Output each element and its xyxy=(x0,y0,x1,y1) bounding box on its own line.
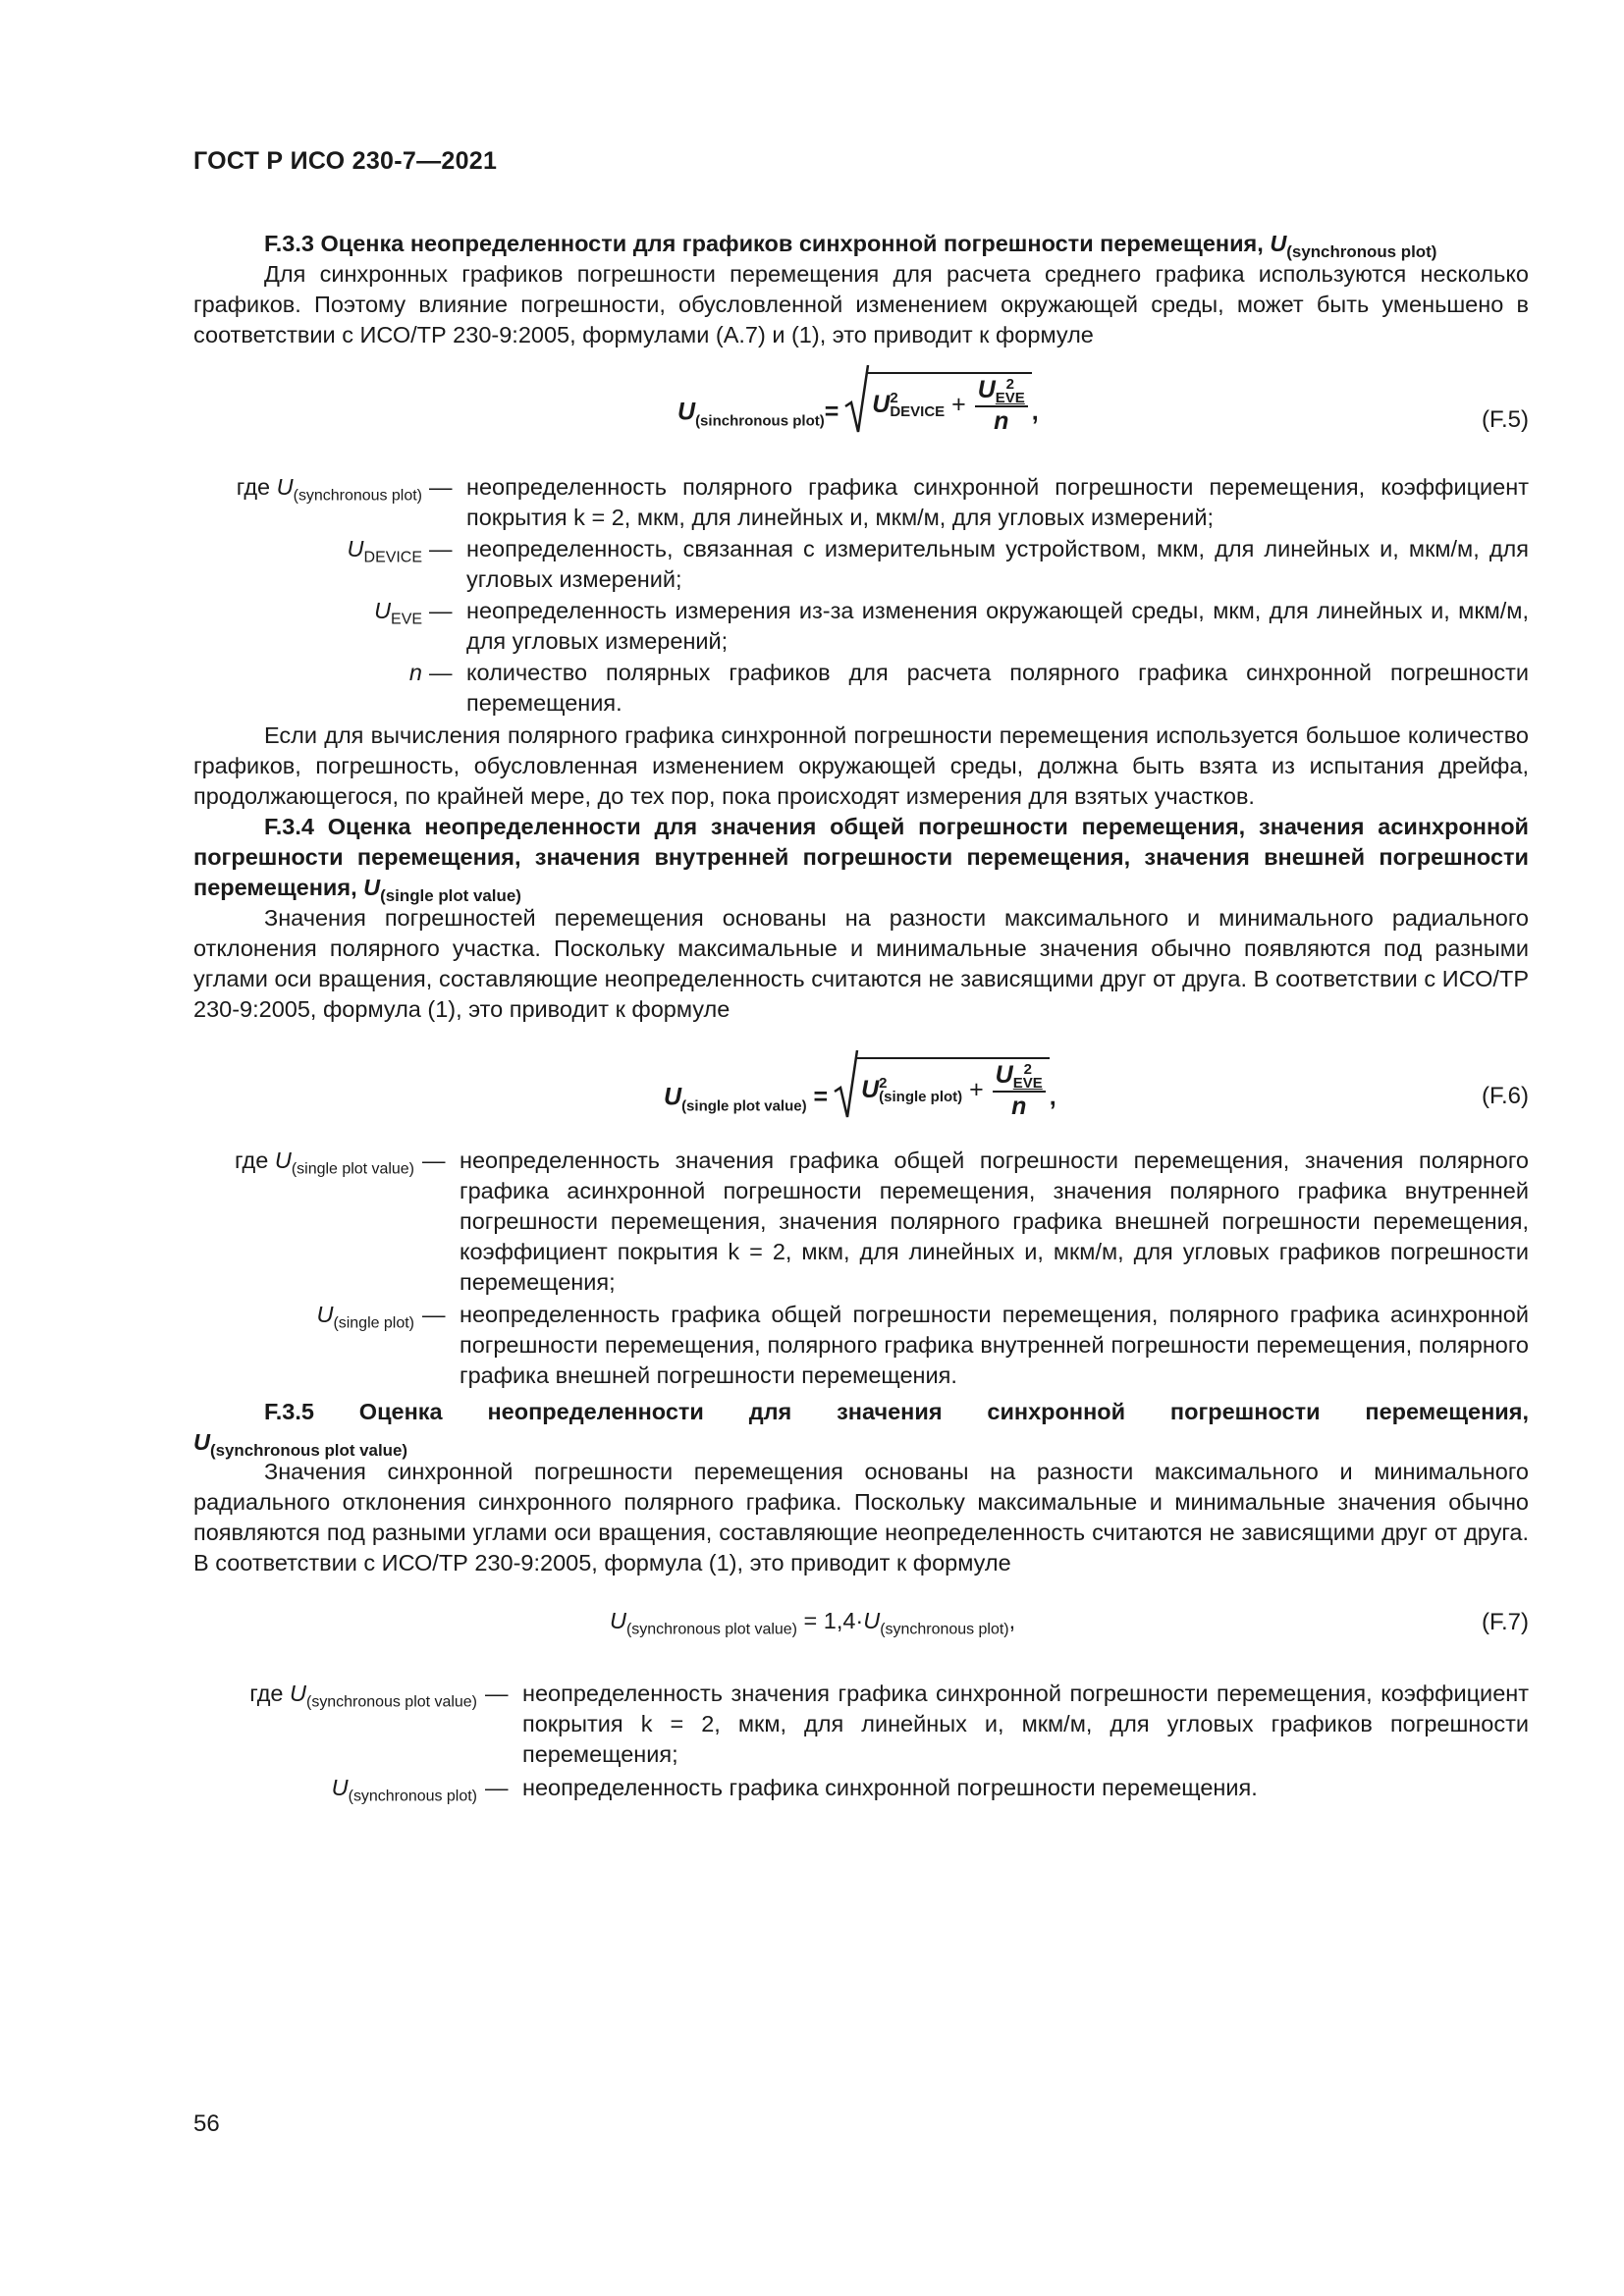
eq-rhs-subscript: (synchronous plot) xyxy=(880,1621,1009,1638)
definition-text: неопределенность графика общей погрешности перемещения, полярного графика асинхронной погрешности перемещения, полярного графика внутренней погрешности перемещения, полярного графика внешней погрешности перемещения. xyxy=(460,1302,1529,1388)
eq-rhs-symbol: U xyxy=(863,1608,881,1633)
definition-text: неопределенность графика синхронной погрешности перемещения. xyxy=(522,1775,1258,1800)
definition-dash: — xyxy=(422,1302,446,1327)
definition-row xyxy=(0,472,1624,533)
definition-dash: — xyxy=(429,660,453,685)
eq-num-sup: 2 xyxy=(1005,375,1014,393)
eq-lhs-subscript: (synchronous plot value) xyxy=(625,1621,797,1638)
paragraph-f33: Для синхронных графиков погрешности перемещения для расчета среднего графика используются несколько графиков. Поэтому влияние погрешности, обусловленной изменением окружающей среды, может быть уменьшено в соответствии с ИСО/ТР 230-9:2005, формулами (А.7) и (1), это приводит к формуле xyxy=(193,261,1529,347)
definition-row xyxy=(0,1300,1624,1391)
heading-text: F.3.4 Оценка неопределенности для значения общей погрешности перемещения, значения асинхронной погрешности перемещения, значения внутренней погрешности перемещения, значения внешней погрешности перемещения, xyxy=(193,814,1529,900)
eq-term1-symbol: U xyxy=(861,1076,880,1103)
eq-term1-sup: 2 xyxy=(890,390,898,407)
symbol-subscript: EVE xyxy=(391,611,422,628)
heading-symbol: U xyxy=(1270,231,1287,256)
definition-symbol xyxy=(235,1146,414,1185)
heading-subscript: (synchronous plot) xyxy=(1286,241,1437,261)
section-heading-f35 xyxy=(193,1397,1529,1427)
symbol-subscript: (single plot) xyxy=(333,1314,414,1332)
symbol: U xyxy=(276,474,294,500)
definition-text: неопределенность, связанная с измерительным устройством, мкм, для линейных и, мкм/м, для угловых измерений; xyxy=(466,536,1529,592)
definition-symbol xyxy=(409,658,422,688)
document-header: ГОСТ Р ИСО 230-7—2021 xyxy=(193,147,498,175)
equation-f6 xyxy=(664,1060,1056,1121)
heading-subscript: (single plot value) xyxy=(380,885,521,905)
symbol-subscript: (single plot value) xyxy=(291,1160,414,1178)
definition-symbol xyxy=(249,1679,477,1718)
eq-num-sub: EVE xyxy=(995,389,1025,406)
definition-text: неопределенность значения графика общей погрешности перемещения, значения полярного графика асинхронной погрешности перемещения, значения полярного графика внутренней погрешности перемещения, значения полярного графика внешней погрешности перемещения, коэффициент покрытия k = 2, мкм, для линейных и, мкм/м, для угловых графиков погрешности перемещения; xyxy=(460,1148,1529,1295)
square-root xyxy=(835,1060,1050,1121)
radical-sign xyxy=(833,1048,860,1123)
definition-text: количество полярных графиков для расчета полярного графика синхронной погрешности перемещения. xyxy=(466,660,1529,716)
equation-tag-f6: (F.6) xyxy=(1482,1083,1529,1109)
radical-sign xyxy=(843,363,871,438)
eq-term1-sub: DEVICE xyxy=(890,403,946,421)
symbol: U xyxy=(274,1148,292,1173)
symbol-subscript: (synchronous plot value) xyxy=(306,1693,477,1711)
eq-lhs-symbol: U xyxy=(610,1608,626,1633)
equation-tag-f5: (F.5) xyxy=(1482,406,1529,433)
eq-comma: , xyxy=(1008,1608,1016,1633)
where-word: где xyxy=(236,474,271,500)
definition-row xyxy=(0,1146,1624,1299)
symbol: U xyxy=(331,1775,349,1800)
definition-row xyxy=(0,1679,1624,1771)
eq-plus: + xyxy=(951,391,966,418)
definition-dash: — xyxy=(429,536,453,561)
heading-text: F.3.5 Оценка неопределенности для значения синхронной погрешности перемещения, xyxy=(264,1399,1529,1424)
symbol-subscript: (synchronous plot) xyxy=(293,487,422,505)
heading-text: F.3.3 Оценка неопределенности для графиков синхронной погрешности перемещения, xyxy=(264,231,1264,256)
eq-term1-sub: (single plot) xyxy=(879,1089,963,1106)
eq-denominator: n xyxy=(994,406,1009,435)
eq-num-sub: EVE xyxy=(1012,1074,1043,1092)
eq-rhs-coefficient: = 1,4· xyxy=(796,1608,864,1633)
symbol: U xyxy=(316,1302,334,1327)
definition-dash: — xyxy=(485,1681,509,1706)
page-number: 56 xyxy=(193,2110,220,2137)
definition-text: неопределенность полярного графика синхронной погрешности перемещения, коэффициент покрытия k = 2, мкм, для линейных и, мкм/м, для угловых измерений; xyxy=(466,474,1529,530)
section-heading-f34 xyxy=(193,812,1529,911)
paragraph-f33-note: Если для вычисления полярного графика синхронной погрешности перемещения используется большое количество графиков, погрешность, обусловленная изменением окружающей среды, должна быть взята из испытания дрейфа, продолжающегося, по крайней мере, до тех пор, пока происходят измерения для взятых участков. xyxy=(193,722,1529,809)
heading-subscript: (synchronous plot value) xyxy=(209,1440,408,1460)
eq-comma: , xyxy=(1031,398,1039,426)
eq-fraction xyxy=(975,376,1028,435)
definition-row xyxy=(0,658,1624,719)
paragraph-f34: Значения погрешностей перемещения основаны на разности максимального и минимального радиального отклонения полярного участка. Поскольку максимальные и минимальные значения обычно появляются под разными углами оси вращения, составляющие неопределенность считаются не зависящими друг от друга. В соответствии с ИСО/ТР 230-9:2005, формула (1), это приводит к формуле xyxy=(193,905,1529,1022)
where-word: где xyxy=(249,1681,284,1706)
eq-term1-symbol: U xyxy=(872,391,891,418)
eq-denominator: n xyxy=(1011,1092,1027,1120)
definition-dash: — xyxy=(429,598,453,623)
definition-symbol xyxy=(316,1300,414,1339)
eq-fraction xyxy=(993,1061,1046,1120)
equation-f7 xyxy=(610,1608,1015,1639)
symbol-subscript: (synchronous plot) xyxy=(348,1788,477,1805)
eq-num-symbol: U xyxy=(995,1061,1013,1090)
symbol: U xyxy=(347,536,364,561)
eq-comma: , xyxy=(1049,1083,1056,1111)
definition-symbol xyxy=(237,472,422,511)
symbol: n xyxy=(408,660,422,685)
symbol: U xyxy=(374,598,392,623)
eq-equals: = xyxy=(824,398,839,426)
paragraph-f35: Значения синхронной погрешности перемещения основаны на разности максимального и минимального радиального отклонения синхронного полярного графика. Поскольку максимальные и минимальные значения обычно появляются под разными углами оси вращения, составляющие неопределенность считаются не зависящими друг от друга. В соответствии с ИСО/ТР 230-9:2005, формула (1), это приводит к формуле xyxy=(193,1459,1529,1575)
equation-tag-f7: (F.7) xyxy=(1482,1609,1529,1635)
symbol-subscript: DEVICE xyxy=(363,549,422,566)
definition-row xyxy=(0,534,1624,595)
definition-dash: — xyxy=(422,1148,446,1173)
definition-row xyxy=(0,1773,1624,1804)
definition-row xyxy=(0,596,1624,657)
definition-text: неопределенность значения графика синхронной погрешности перемещения, коэффициент покрытия k = 2, мкм, для линейных и, мкм/м, для угловых графиков погрешности перемещения; xyxy=(522,1681,1529,1767)
definition-symbol xyxy=(374,596,422,635)
eq-lhs-subscript: (single plot value) xyxy=(681,1097,807,1115)
eq-term1-sup: 2 xyxy=(879,1075,888,1093)
eq-lhs-symbol: U xyxy=(664,1083,682,1111)
heading-symbol: U xyxy=(363,875,381,900)
square-root xyxy=(845,375,1032,436)
eq-lhs-subscript: (sinchronous plot) xyxy=(695,412,825,430)
symbol: U xyxy=(290,1681,307,1706)
definition-symbol xyxy=(348,534,422,573)
eq-num-symbol: U xyxy=(977,376,996,404)
definition-text: неопределенность измерения из-за изменения окружающей среды, мкм, для линейных и, мкм/м, для угловых измерений; xyxy=(466,598,1529,654)
definition-dash: — xyxy=(429,474,453,500)
eq-num-sup: 2 xyxy=(1023,1060,1032,1078)
eq-equals: = xyxy=(813,1083,829,1111)
heading-symbol: U xyxy=(193,1429,210,1455)
where-word: где xyxy=(235,1148,269,1173)
definition-dash: — xyxy=(485,1775,509,1800)
equation-f5 xyxy=(677,375,1039,436)
definition-symbol xyxy=(332,1773,477,1812)
eq-lhs-symbol: U xyxy=(677,398,696,426)
eq-plus: + xyxy=(969,1076,984,1103)
